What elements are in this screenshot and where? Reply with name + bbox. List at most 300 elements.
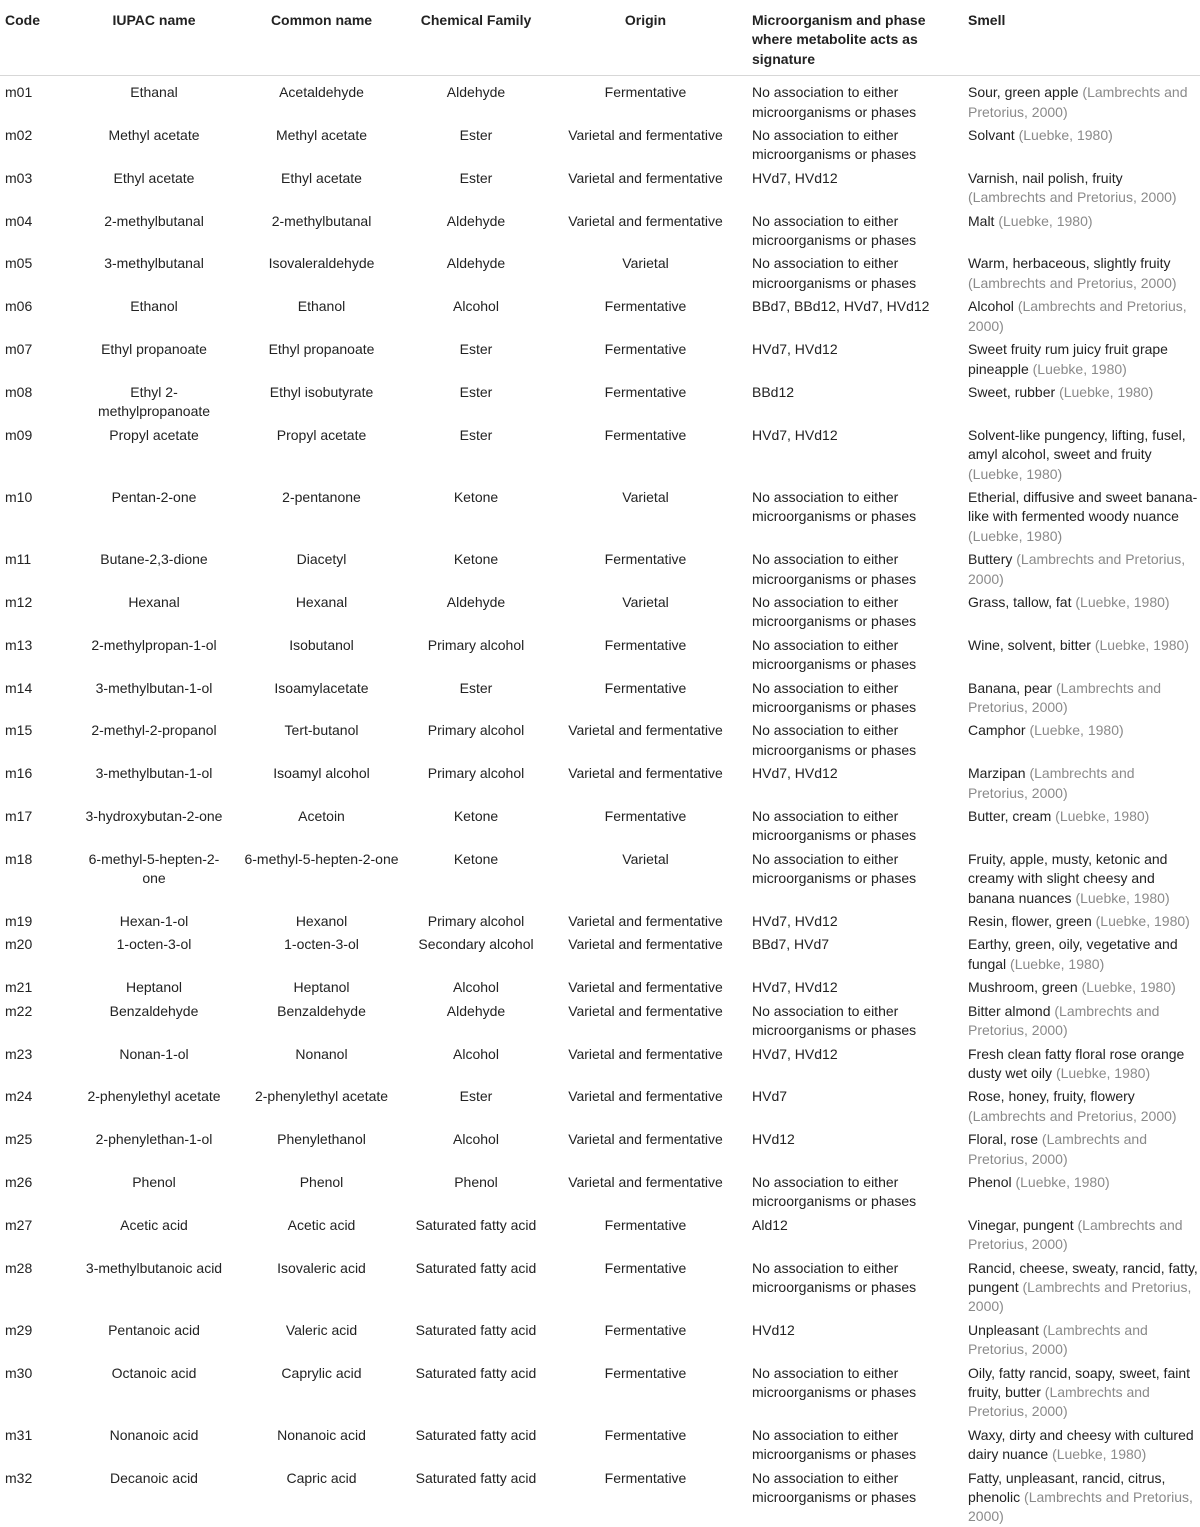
cell-microorganism-phase: No association to either microorganisms or phases [752, 850, 917, 887]
cell-code: m20 [5, 936, 33, 953]
cell-smell [964, 846, 1200, 908]
cell-chemical-family: Ester [459, 1088, 493, 1105]
cell-chemical-family: Ketone [453, 551, 499, 568]
cell-code: m15 [5, 722, 33, 739]
citation-link[interactable]: (Luebke, 1980) [1094, 636, 1190, 653]
cell-common-name: Phenol [299, 1173, 344, 1190]
table-row [0, 1083, 1200, 1126]
cell-common-name: Tert-butanol [284, 722, 359, 739]
citation-link[interactable]: (Luebke, 1980) [1010, 955, 1105, 972]
cell-chemical-family: Primary alcohol [427, 913, 525, 930]
cell-code: m08 [5, 383, 33, 400]
cell-code: m07 [5, 341, 33, 358]
cell-smell [964, 589, 1200, 632]
cell-common-name: Valeric acid [285, 1321, 358, 1338]
citation-link[interactable]: (Lambrechts and Pretorius, 2000) [968, 1002, 1160, 1039]
cell-common-name: Ethyl propanoate [268, 341, 375, 358]
cell-microorganism-phase: No association to either microorganisms or phases [752, 808, 917, 844]
cell-chemical-family: Ester [459, 426, 493, 443]
cell-smell [964, 1360, 1200, 1422]
cell-iupac-name: Ethanol [130, 298, 178, 315]
citation-link[interactable]: (Luebke, 1980) [1075, 889, 1170, 906]
cell-code: m12 [5, 593, 33, 610]
smell-text: Mushroom, green [968, 979, 1082, 996]
header-common-name: Common name [234, 0, 409, 76]
cell-iupac-name: Hexanal [128, 593, 180, 610]
cell-origin: Fermentative [604, 1321, 687, 1338]
citation-link[interactable]: (Luebke, 1980) [968, 465, 1063, 482]
cell-chemical-family: Aldehyde [446, 1002, 506, 1019]
citation-link[interactable]: (Luebke, 1980) [998, 212, 1093, 229]
cell-microorganism-phase: No association to either microorganisms or phases [752, 636, 917, 673]
cell-common-name: Acetic acid [287, 1216, 356, 1233]
cell-smell [964, 165, 1200, 208]
cell-chemical-family: Saturated fatty acid [415, 1321, 537, 1338]
cell-chemical-family: Ketone [453, 488, 499, 505]
header-chemical-family: Chemical Family [409, 0, 543, 76]
cell-smell [964, 1317, 1200, 1360]
cell-common-name: Capric acid [286, 1469, 357, 1486]
cell-origin: Fermentative [604, 1216, 687, 1233]
cell-origin: Varietal and fermentative [568, 722, 723, 739]
smell-text: Banana, pear [968, 679, 1056, 696]
cell-chemical-family: Ester [459, 169, 493, 186]
cell-iupac-name: Acetic acid [120, 1216, 188, 1233]
table-row [0, 1465, 1200, 1527]
cell-chemical-family: Ketone [453, 850, 499, 867]
smell-text: Sweet, rubber [968, 383, 1060, 400]
cell-common-name: Isoamyl alcohol [273, 765, 370, 782]
smell-text: Fatty, unpleasant, rancid, citrus, phenolic [968, 1469, 1166, 1506]
cell-chemical-family: Saturated fatty acid [415, 1216, 537, 1233]
cell-code: m22 [5, 1002, 33, 1019]
smell-text: Solvent-like pungency, lifting, fusel, amyl alcohol, sweet and fruity [968, 426, 1186, 463]
cell-common-name: 6-methyl-5-hepten-2-one [244, 850, 399, 867]
cell-code: m05 [5, 255, 33, 272]
cell-microorganism-phase: HVd7, HVd12 [752, 169, 838, 186]
cell-code: m17 [5, 808, 33, 825]
cell-microorganism-phase: HVd7, HVd12 [752, 1045, 838, 1062]
cell-common-name: 2-pentanone [282, 488, 361, 505]
cell-chemical-family: Alcohol [453, 298, 499, 315]
cell-smell [964, 76, 1200, 122]
cell-iupac-name: Ethyl propanoate [101, 341, 207, 358]
cell-smell [964, 1126, 1200, 1169]
cell-code: m30 [5, 1364, 33, 1381]
citation-link[interactable]: (Lambrechts and Pretorius, 2000) [968, 84, 1188, 120]
citation-link[interactable]: (Lambrechts and Pretorius, 2000) [968, 765, 1135, 801]
cell-origin: Varietal and fermentative [568, 1002, 723, 1019]
cell-origin: Fermentative [604, 84, 687, 101]
cell-code: m18 [5, 850, 33, 867]
cell-iupac-name: 6-methyl-5-hepten-2-one [88, 850, 220, 887]
smell-text: Earthy, green, oily, vegetative and fungal [968, 936, 1178, 972]
citation-link[interactable]: (Lambrechts and Pretorius, 2000) [968, 1321, 1148, 1358]
citation-link[interactable]: (Lambrechts and Pretorius, 2000) [968, 679, 1162, 715]
cell-code: m23 [5, 1045, 33, 1062]
cell-iupac-name: 1-octen-3-ol [116, 936, 192, 953]
cell-common-name: Propyl acetate [276, 426, 367, 443]
cell-code: m28 [5, 1259, 33, 1276]
cell-smell [964, 1465, 1200, 1527]
cell-code: m25 [5, 1131, 33, 1148]
cell-microorganism-phase: No association to either microorganisms or phases [752, 1173, 917, 1210]
cell-chemical-family: Aldehyde [446, 593, 506, 610]
smell-text: Marzipan [968, 765, 1030, 782]
cell-origin: Fermentative [604, 426, 687, 443]
smell-text: Unpleasant [968, 1321, 1043, 1338]
cell-microorganism-phase: BBd12 [752, 383, 795, 400]
cell-origin: Fermentative [604, 341, 687, 358]
cell-smell [964, 250, 1200, 293]
table-row [0, 1169, 1200, 1212]
cell-common-name: Phenylethanol [277, 1131, 366, 1148]
citation-link[interactable]: (Luebke, 1980) [968, 527, 1063, 544]
smell-text: Alcohol [968, 298, 1018, 315]
smell-text: Sweet fruity rum juicy fruit grape pineapple [968, 341, 1168, 377]
citation-link[interactable]: (Luebke, 1980) [1081, 979, 1176, 996]
citation-link[interactable]: (Lambrechts and Pretorius, 2000) [968, 1278, 1192, 1315]
cell-code: m14 [5, 679, 33, 696]
citation-link[interactable]: (Luebke, 1980) [1015, 1173, 1110, 1190]
cell-iupac-name: Phenol [132, 1173, 176, 1190]
citation-link[interactable]: (Luebke, 1980) [1018, 127, 1113, 144]
cell-origin: Fermentative [604, 1364, 687, 1381]
cell-chemical-family: Aldehyde [446, 212, 506, 229]
cell-common-name: 2-methylbutanal [271, 212, 372, 229]
citation-link[interactable]: (Luebke, 1980) [1052, 1446, 1147, 1463]
cell-iupac-name: Butane-2,3-dione [100, 551, 208, 568]
header-iupac-name: IUPAC name [74, 0, 234, 76]
cell-iupac-name: Nonanoic acid [109, 1426, 199, 1443]
cell-iupac-name: Ethyl acetate [113, 169, 195, 186]
cell-origin: Fermentative [604, 383, 687, 400]
cell-origin: Varietal and fermentative [568, 127, 723, 144]
cell-microorganism-phase: No association to either microorganisms or phases [752, 679, 917, 715]
cell-origin: Fermentative [604, 808, 687, 825]
table-row [0, 379, 1200, 422]
table-body [0, 76, 1200, 1527]
cell-chemical-family: Saturated fatty acid [415, 1469, 537, 1486]
cell-common-name: Heptanol [293, 979, 350, 996]
table-row [0, 974, 1200, 997]
table-row [0, 1041, 1200, 1084]
cell-origin: Varietal [622, 488, 669, 505]
smell-text: Varnish, nail polish, fruity [968, 169, 1123, 186]
cell-iupac-name: 3-methylbutan-1-ol [95, 765, 213, 782]
cell-common-name: Isovaleraldehyde [268, 255, 375, 272]
smell-text: Sour, green apple [968, 84, 1083, 101]
cell-iupac-name: Heptanol [125, 979, 183, 996]
header-microorganism-phase: Microorganism and phase where metabolite acts as signature [748, 0, 964, 76]
table-row [0, 122, 1200, 165]
header-row [0, 0, 1200, 76]
table-row [0, 250, 1200, 293]
smell-text: Butter, cream [968, 808, 1056, 825]
cell-chemical-family: Phenol [454, 1173, 498, 1190]
citation-link[interactable]: (Luebke, 1980) [1095, 913, 1190, 930]
cell-iupac-name: Benzaldehyde [109, 1002, 199, 1019]
cell-chemical-family: Primary alcohol [427, 636, 525, 653]
cell-microorganism-phase: HVd12 [752, 1131, 795, 1148]
cell-code: m16 [5, 765, 33, 782]
cell-iupac-name: Hexan-1-ol [119, 913, 189, 930]
cell-smell [964, 675, 1200, 718]
cell-origin: Varietal and fermentative [568, 936, 723, 953]
cell-chemical-family: Ester [459, 383, 493, 400]
cell-code: m01 [5, 84, 33, 101]
cell-origin: Varietal and fermentative [568, 169, 723, 186]
table-row [0, 1422, 1200, 1465]
cell-smell [964, 931, 1200, 974]
smell-text: Oily, fatty rancid, soapy, sweet, faint fruity, butter [968, 1364, 1191, 1400]
smell-text: Buttery [968, 551, 1017, 568]
cell-origin: Varietal and fermentative [568, 1173, 723, 1190]
cell-origin: Fermentative [604, 679, 687, 696]
cell-origin: Varietal and fermentative [568, 1045, 723, 1062]
citation-link[interactable]: (Lambrechts and Pretorius, 2000) [968, 1131, 1147, 1167]
citation-link[interactable]: (Luebke, 1980) [1029, 722, 1124, 739]
cell-common-name: Caprylic acid [281, 1364, 362, 1381]
cell-smell [964, 379, 1200, 422]
smell-text: Wine, solvent, bitter [968, 636, 1095, 653]
cell-common-name: Acetoin [298, 808, 345, 825]
cell-common-name: 2-phenylethyl acetate [254, 1088, 389, 1105]
cell-iupac-name: 2-methyl-2-propanol [91, 722, 217, 739]
cell-chemical-family: Primary alcohol [427, 722, 525, 739]
cell-chemical-family: Aldehyde [446, 84, 506, 101]
table-row [0, 803, 1200, 846]
cell-iupac-name: Octanoic acid [111, 1364, 197, 1381]
table-row [0, 484, 1200, 546]
table-row [0, 931, 1200, 974]
citation-link[interactable]: (Luebke, 1980) [1032, 360, 1127, 377]
smell-text: Vinegar, pungent [968, 1216, 1078, 1233]
cell-iupac-name: Ethyl 2-methylpropanoate [97, 383, 211, 420]
table-row [0, 675, 1200, 718]
cell-code: m27 [5, 1216, 33, 1233]
cell-iupac-name: Pentanoic acid [108, 1321, 200, 1338]
cell-origin: Fermentative [604, 551, 687, 568]
cell-origin: Varietal and fermentative [568, 1088, 723, 1105]
cell-chemical-family: Primary alcohol [427, 765, 525, 782]
cell-code: m21 [5, 979, 33, 996]
header-smell: Smell [964, 0, 1200, 76]
cell-common-name: Acetaldehyde [279, 84, 364, 101]
cell-chemical-family: Alcohol [453, 1045, 499, 1062]
cell-smell [964, 1255, 1200, 1317]
cell-chemical-family: Ester [459, 127, 493, 144]
cell-smell [964, 484, 1200, 546]
cell-microorganism-phase: No association to either microorganisms or phases [752, 593, 917, 630]
table-row [0, 1255, 1200, 1317]
cell-common-name: Ethanol [297, 298, 346, 315]
cell-chemical-family: Alcohol [453, 1131, 499, 1148]
citation-link[interactable]: (Lambrechts and Pretorius, 2000) [968, 298, 1187, 334]
cell-iupac-name: 3-hydroxybutan-2-one [85, 808, 223, 825]
cell-microorganism-phase: No association to either microorganisms or phases [752, 1426, 917, 1463]
cell-smell [964, 1212, 1200, 1255]
cell-code: m32 [5, 1469, 33, 1486]
smell-text: Rose, honey, fruity, flowery [968, 1088, 1135, 1105]
cell-chemical-family: Ketone [453, 808, 499, 825]
cell-origin: Varietal and fermentative [568, 1131, 723, 1148]
cell-microorganism-phase: HVd7, HVd12 [752, 979, 838, 996]
cell-microorganism-phase: No association to either microorganisms or phases [752, 722, 917, 758]
cell-microorganism-phase: No association to either microorganisms or phases [752, 1364, 917, 1400]
cell-smell [964, 803, 1200, 846]
cell-origin: Varietal [622, 850, 669, 867]
cell-code: m24 [5, 1088, 33, 1105]
cell-common-name: Benzaldehyde [277, 1002, 366, 1019]
cell-code: m31 [5, 1426, 33, 1443]
smell-text: Phenol [968, 1173, 1016, 1190]
cell-chemical-family: Alcohol [453, 979, 499, 996]
table-row [0, 1212, 1200, 1255]
cell-origin: Varietal [622, 255, 669, 272]
table-row [0, 422, 1200, 484]
cell-common-name: Hexanal [295, 593, 348, 610]
cell-microorganism-phase: BBd7, HVd7 [752, 936, 830, 953]
cell-chemical-family: Saturated fatty acid [415, 1259, 537, 1276]
header-origin: Origin [543, 0, 748, 76]
cell-iupac-name: 3-methylbutan-1-ol [95, 679, 213, 696]
table-row [0, 336, 1200, 379]
smell-text: Waxy, dirty and cheesy with cultured dairy nuance [968, 1426, 1194, 1463]
cell-microorganism-phase: HVd7, HVd12 [752, 913, 838, 930]
cell-microorganism-phase: BBd7, BBd12, HVd7, HVd12 [752, 298, 930, 315]
cell-chemical-family: Saturated fatty acid [415, 1426, 537, 1443]
cell-smell [964, 717, 1200, 760]
cell-code: m10 [5, 488, 33, 505]
cell-microorganism-phase: No association to either microorganisms or phases [752, 255, 917, 291]
cell-smell [964, 208, 1200, 251]
cell-code: m19 [5, 913, 33, 930]
cell-iupac-name: 2-methylpropan-1-ol [91, 636, 217, 653]
cell-iupac-name: Ethanal [130, 84, 178, 101]
cell-microorganism-phase: No association to either microorganisms or phases [752, 551, 917, 587]
cell-origin: Varietal and fermentative [568, 913, 723, 930]
cell-iupac-name: Methyl acetate [108, 127, 200, 144]
citation-link[interactable]: (Luebke, 1980) [1075, 593, 1170, 610]
cell-microorganism-phase: No association to either microorganisms or phases [752, 1002, 917, 1039]
citation-link[interactable]: (Lambrechts and Pretorius, 2000) [968, 1489, 1193, 1525]
cell-common-name: Isoamylacetate [274, 679, 369, 696]
table-row [0, 908, 1200, 931]
citation-link[interactable]: (Luebke, 1980) [1055, 808, 1150, 825]
cell-origin: Fermentative [604, 1469, 687, 1486]
cell-code: m11 [5, 551, 32, 568]
cell-code: m26 [5, 1173, 33, 1190]
cell-smell [964, 1041, 1200, 1084]
cell-smell [964, 336, 1200, 379]
cell-microorganism-phase: No association to either microorganisms or phases [752, 488, 917, 525]
cell-origin: Fermentative [604, 1259, 687, 1276]
table-row [0, 1126, 1200, 1169]
cell-code: m09 [5, 426, 33, 443]
cell-common-name: Methyl acetate [275, 127, 368, 144]
cell-common-name: Nonanol [295, 1045, 348, 1062]
table-row [0, 760, 1200, 803]
cell-iupac-name: Pentan-2-one [111, 488, 197, 505]
cell-microorganism-phase: HVd7, HVd12 [752, 426, 838, 443]
cell-smell [964, 974, 1200, 997]
cell-iupac-name: 3-methylbutanoic acid [85, 1259, 223, 1276]
cell-microorganism-phase: HVd12 [752, 1321, 795, 1338]
smell-text: Resin, flower, green [968, 913, 1096, 930]
citation-link[interactable]: (Lambrechts and Pretorius, 2000) [968, 1216, 1183, 1253]
cell-smell [964, 1422, 1200, 1465]
cell-smell [964, 1083, 1200, 1126]
smell-text: Rancid, cheese, sweaty, rancid, fatty, pungent [968, 1259, 1198, 1295]
smell-text: Solvant [968, 127, 1019, 144]
cell-chemical-family: Ester [459, 341, 493, 358]
cell-microorganism-phase: Ald12 [752, 1216, 788, 1233]
citation-link[interactable]: (Luebke, 1980) [1059, 383, 1154, 400]
cell-common-name: Isovaleric acid [277, 1259, 366, 1276]
cell-common-name: Ethyl acetate [281, 169, 362, 186]
table-row [0, 165, 1200, 208]
cell-microorganism-phase: No association to either microorganisms or phases [752, 1469, 917, 1506]
table-row [0, 546, 1200, 589]
smell-text: Malt [968, 212, 999, 229]
table-row [0, 1317, 1200, 1360]
cell-code: m03 [5, 169, 33, 186]
cell-origin: Fermentative [604, 636, 687, 653]
citation-link[interactable]: (Lambrechts and Pretorius, 2000) [968, 1107, 1177, 1124]
citation-link[interactable]: (Luebke, 1980) [1055, 1064, 1151, 1081]
cell-smell [964, 908, 1200, 931]
table-row [0, 589, 1200, 632]
cell-smell [964, 422, 1200, 484]
cell-chemical-family: Secondary alcohol [418, 936, 534, 953]
cell-microorganism-phase: HVd7, HVd12 [752, 765, 838, 782]
cell-origin: Varietal and fermentative [568, 765, 723, 782]
smell-text: Warm, herbaceous, slightly fruity [968, 255, 1171, 272]
cell-microorganism-phase: No association to either microorganisms or phases [752, 84, 917, 120]
table-header [0, 0, 1200, 76]
cell-code: m13 [5, 636, 33, 653]
table-row [0, 846, 1200, 908]
cell-origin: Fermentative [604, 1426, 687, 1443]
cell-common-name: Diacetyl [296, 551, 347, 568]
cell-microorganism-phase: No association to either microorganisms or phases [752, 212, 917, 249]
cell-origin: Fermentative [604, 298, 687, 315]
cell-smell [964, 632, 1200, 675]
citation-link[interactable]: (Lambrechts and Pretorius, 2000) [968, 551, 1186, 587]
cell-iupac-name: 2-methylbutanal [104, 212, 204, 229]
cell-common-name: Ethyl isobutyrate [269, 383, 374, 400]
citation-link[interactable]: (Lambrechts and Pretorius, 2000) [968, 274, 1177, 291]
cell-microorganism-phase: HVd7, HVd12 [752, 341, 838, 358]
cell-origin: Varietal [622, 593, 669, 610]
citation-link[interactable]: (Lambrechts and Pretorius, 2000) [968, 1384, 1150, 1420]
cell-chemical-family: Aldehyde [446, 255, 506, 272]
citation-link[interactable]: (Lambrechts and Pretorius, 2000) [968, 189, 1177, 206]
cell-microorganism-phase: No association to either microorganisms or phases [752, 1259, 917, 1295]
smell-text: Bitter almond [968, 1002, 1055, 1019]
cell-iupac-name: 3-methylbutanal [104, 255, 204, 272]
cell-origin: Varietal and fermentative [568, 212, 723, 229]
cell-chemical-family: Ester [459, 679, 493, 696]
header-code: Code [0, 0, 74, 76]
cell-microorganism-phase: No association to either microorganisms or phases [752, 127, 917, 163]
table-row [0, 632, 1200, 675]
cell-smell [964, 122, 1200, 165]
smell-text: Camphor [968, 722, 1030, 739]
cell-code: m04 [5, 212, 33, 229]
cell-smell [964, 546, 1200, 589]
